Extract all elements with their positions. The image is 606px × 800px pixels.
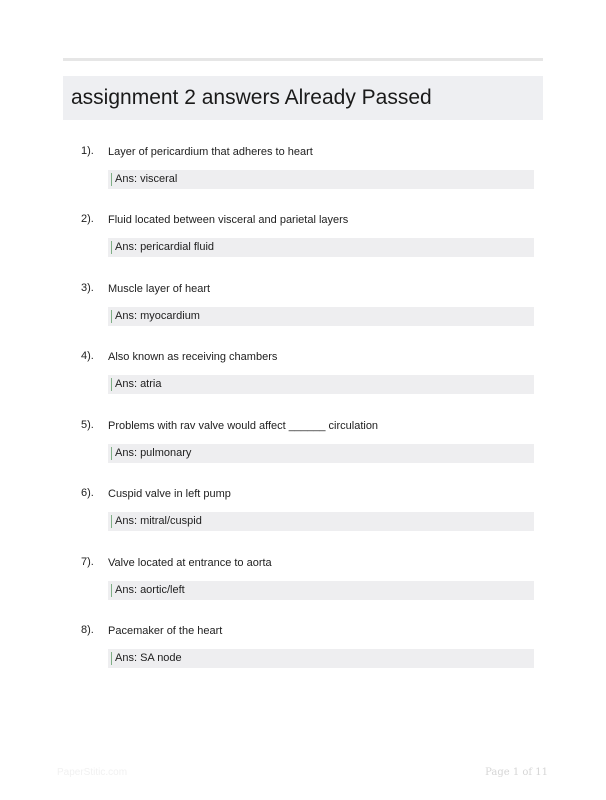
- answer-marker: [111, 378, 112, 391]
- answer-marker: [111, 584, 112, 597]
- question-number: 2).: [81, 213, 94, 225]
- question-text: Muscle layer of heart: [108, 283, 211, 295]
- question-text: Also known as receiving chambers: [108, 351, 278, 363]
- answer-box: [108, 170, 534, 189]
- question-item-4: [0, 349, 606, 409]
- question-number: 3).: [81, 282, 94, 294]
- answer-box: [108, 512, 534, 531]
- answer-text: Ans: myocardium: [115, 310, 200, 322]
- answer-text: Ans: atria: [115, 378, 162, 390]
- question-number: 5).: [81, 419, 94, 431]
- footer-watermark: PaperStitic.com: [57, 767, 128, 778]
- answer-text: Ans: pericardial fluid: [115, 241, 215, 253]
- question-text: Problems with rav valve would affect ______ circulation: [108, 420, 379, 432]
- question-item-1: [0, 144, 606, 204]
- document-title-bar: [63, 76, 543, 120]
- answer-text: Ans: pulmonary: [115, 447, 192, 459]
- question-item-7: [0, 555, 606, 615]
- question-number: 8).: [81, 624, 94, 636]
- answer-box: [108, 581, 534, 600]
- question-item-2: [0, 212, 606, 272]
- question-text: Pacemaker of the heart: [108, 625, 223, 637]
- answer-box: [108, 649, 534, 668]
- answer-box: [108, 307, 534, 326]
- answer-text: Ans: aortic/left: [115, 584, 185, 596]
- answer-text: Ans: SA node: [115, 652, 182, 664]
- answer-box: [108, 444, 534, 463]
- answer-marker: [111, 310, 112, 323]
- question-text: Fluid located between visceral and parietal layers: [108, 214, 349, 226]
- answer-marker: [111, 652, 112, 665]
- answer-box: [108, 375, 534, 394]
- question-text: Layer of pericardium that adheres to heart: [108, 146, 313, 158]
- question-item-3: [0, 281, 606, 341]
- question-item-6: [0, 486, 606, 546]
- answer-marker: [111, 515, 112, 528]
- answer-box: [108, 238, 534, 257]
- question-number: 4).: [81, 350, 94, 362]
- question-number: 7).: [81, 556, 94, 568]
- question-number: 6).: [81, 487, 94, 499]
- answer-text: Ans: visceral: [115, 173, 178, 185]
- top-divider: [63, 58, 543, 61]
- question-number: 1).: [81, 145, 94, 157]
- answer-marker: [111, 241, 112, 254]
- answer-text: Ans: mitral/cuspid: [115, 515, 202, 527]
- question-item-5: [0, 418, 606, 478]
- question-text: Cuspid valve in left pump: [108, 488, 231, 500]
- document-title: assignment 2 answers Already Passed: [71, 86, 432, 109]
- answer-marker: [111, 447, 112, 460]
- answer-marker: [111, 173, 112, 186]
- question-text: Valve located at entrance to aorta: [108, 557, 272, 569]
- page-indicator: Page 1 of 11: [485, 767, 548, 778]
- question-item-8: [0, 623, 606, 683]
